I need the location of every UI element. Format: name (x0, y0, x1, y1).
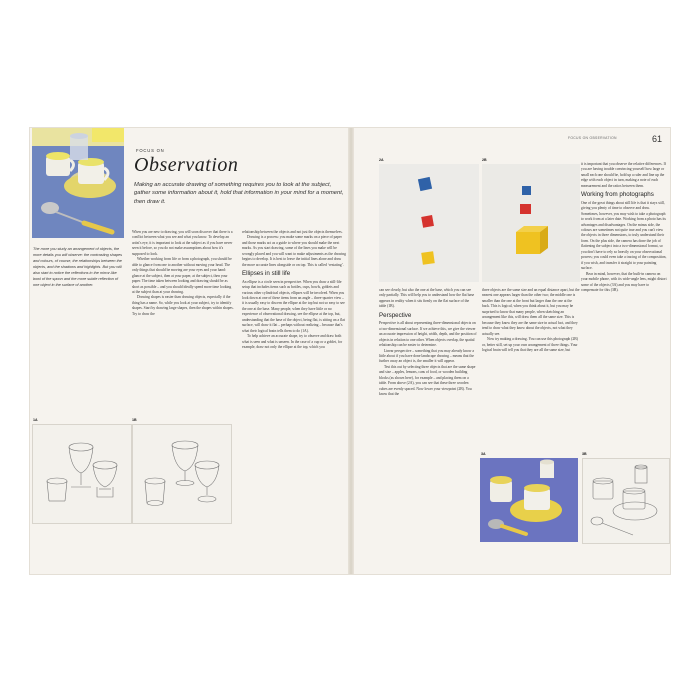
section-heading: Perspective (379, 311, 412, 319)
kicker-text: FOCUS ON (136, 148, 165, 153)
page-title: Observation (134, 154, 239, 176)
running-head: FOCUS ON OBSERVATION (568, 136, 617, 140)
figure-label-2b: 2B (482, 158, 487, 162)
sketch-3b-corrected-drawing (582, 458, 670, 544)
paragraph: relationship between the objects and not just the objects themselves. (242, 230, 343, 234)
paragraph: Test this out by selecting three objects that are the same shape and size – apples, lemons, cans of food, or wooden building blocks (as shown here), for example – and placing them on a table. From above (2A), you can see that these three wooden cubes are evenly spaced. Now lower your viewpoint (2B). You know that the (379, 364, 476, 397)
sketch-1a-flat-base (32, 424, 132, 524)
paragraph: Drawing is a process: you make some marks on a piece of paper and those marks act as a guide to where you should make the next marks. As you start drawing, some of the lines you make will be wrongly placed and you will want to make adjustments as the drawing begins to develop. It is best to leave the initial lines alone and draw the more accurate lines alongside or on top. This is called ‘restating’. (242, 235, 346, 267)
paragraph: An ellipse is a circle seen in perspective. When you draw a still-life setup that includes items such as bottles, cups, bowls, goblets and various other cylindrical objects, ellipses will be involved. When you look down at one of these items from an angle – three-quarter view – it is usually easy to discern the ellipse at the top but not so easy to see the one at the base. Many people, when they have little or no experience of observational drawing, see the ellipse at the top, but, understanding that the base of the object, being flat, is sitting on a flat surface, will draw it flat – perhaps without realizing – because that's what their logical brain tells them to do (1A). (242, 279, 345, 333)
paragraph: Now try making a drawing. You can use this photograph (2B) or, better still, set up your own arrangement of three things. Your logical brain will tell you that they are all the same size, but (482, 337, 578, 352)
paragraph: Whether working from life or from a photograph, you should be able to glance from one to another without moving your head. The only things that should be moving are your eyes and your hand: glance at the subject, then at your paper, at the subject, then your paper. The time taken between looking and drawing should be as short as possible – and you should ideally spend more time looking at the subject than at your drawing. (132, 257, 232, 294)
left-column-2 (242, 230, 346, 570)
figure-label-3b: 3B (582, 452, 587, 456)
paragraph: Drawing shapes is easier than drawing objects, especially if the thing has a name. So, while you look at your subject, try to identify shapes. Start by drawing large shapes, then the shapes within shapes. Try to draw the (132, 295, 234, 316)
intro-paragraph: Making an accurate drawing of something requires you to look at the subject, gather some information about it, hold that information in your mind for a moment, then draw it. (134, 182, 344, 205)
figure-label-3a: 3A (481, 452, 486, 456)
photo-2a-cubes-from-above (379, 164, 479, 282)
photo-2b-cubes-low-view (482, 164, 580, 282)
paragraph: can see clearly, but also the one at the base, which you can see only partially. This will help you to understand how the flat base appears in reality when it sits firmly on the flat surface of the table (1B). (379, 288, 475, 309)
paragraph: When you are new to drawing, you will soon discover that there is a conflict between what you see and what you know. To develop an artist's eye, it is important to look at the subject as if you have never seen it before, so you do not make assumptions about how it's supposed to look. (132, 230, 233, 256)
paragraph: Perspective is all about representing three-dimensional objects on a two-dimensional surface. If we achieve this, we give the viewer an accurate impression of height, width, depth, and the position of objects in relation to one other. When objects overlap, the spatial relationship can be easier to determine. (379, 321, 477, 348)
photo-cups-and-spoon (32, 128, 124, 238)
section-heading: Working from photographs (581, 191, 654, 199)
figure-label-1b: 1B (132, 418, 137, 422)
right-column-3 (581, 162, 667, 462)
figure-label-1a: 1A (33, 418, 38, 422)
paragraph: One of the great things about still life is that it stays still, giving you plenty of time to observe and draw. Sometimes, however, you may wish to take a photograph to work from at a later date. Working from a photo has its advantages and disadvantages. On the minus side, the colours are sometimes not quite true and you can't view the objects in three dimensions, to truly understand their form. On the plus side, the camera has done the job of flattening the subject into a two-dimensional format, so you don't have to rely so heavily on your observational powers; you could even take a tracing of the composition, if you wish, and transfer it straight to your painting surface. (581, 200, 667, 271)
paragraph: three objects are the same size and an equal distance apart, but the nearest one appears larger than the other two; the middle one is smaller than the one at the front but larger than the one at the back. This is logical, when you think about it, but you may be surprised to know that many people, when sketching an arrangement like this, will draw them all the same size. This is because they know they are the same size in actual fact, and they tend to draw what they know about the objects, not what they actually see. (482, 288, 580, 336)
figure-label-2a: 2A (379, 158, 384, 162)
right-column-1 (379, 288, 477, 570)
photo-caption: The more you study an arrangement of objects, the more details you will observe: the contrasting shapes and colours, of course, the relationships between the objects, and the shadows and highlights. But you will also start to notice the reflections in the mirror-like bowl of the spoon and the more subtle reflection of one object in the surface of another. (33, 247, 123, 287)
paragraph: it is important that you observe the relative differences. If you are having trouble convincing yourself how large or small each one should be, hold up a ruler and line up the edge with each object in turn, making a note of each measurement and the ratios between them. (581, 162, 666, 188)
page-number-right: 61 (652, 134, 663, 144)
paragraph: To help achieve an accurate shape, try to observe and draw both what is seen and what is unseen. In the case of a cup or a goblet, for example, draw not only the ellipse at the top, which you (242, 334, 343, 350)
left-column-1 (132, 230, 234, 420)
section-heading: Ellipses in still life (242, 270, 291, 278)
paragraph: Linear perspective – something that you may already know a little about if you have done landscape drawing – means that the further away an object is, the smaller it will appear. (379, 348, 475, 364)
book-gutter (348, 128, 354, 574)
paragraph: Bear in mind, however, that the built-in camera on your mobile phone, with its wide-angle lens, might distort some of the objects (3A) and you may have to compensate for this (3B). (581, 271, 667, 292)
right-column-2 (482, 288, 580, 448)
photo-3a-wide-angle-cups (480, 458, 578, 542)
sketch-1b-elliptical-base (132, 424, 232, 524)
book-spread (30, 128, 670, 574)
